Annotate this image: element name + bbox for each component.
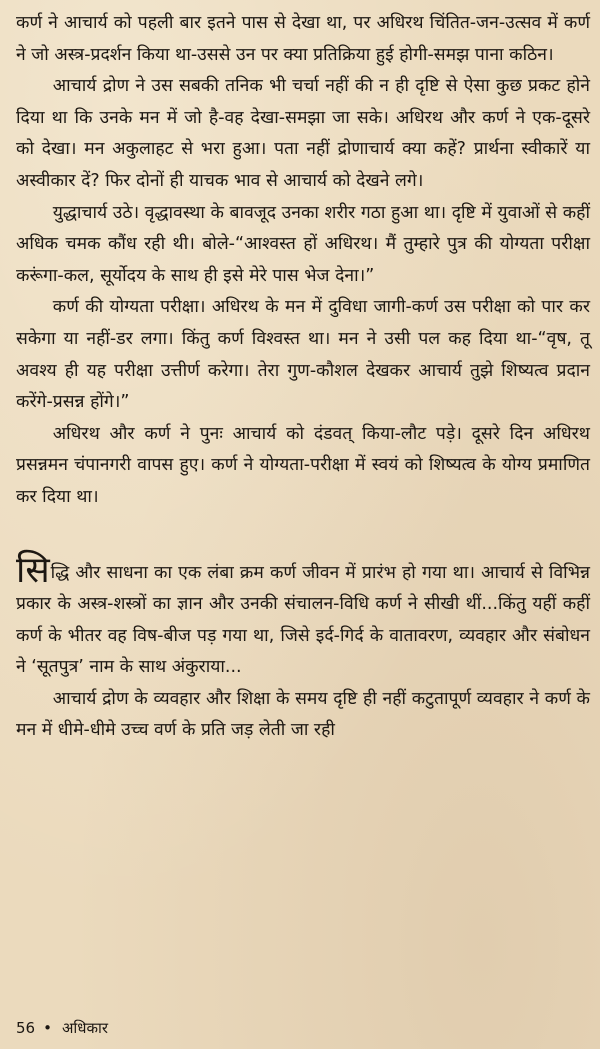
paragraph: कर्ण की योग्यता परीक्षा। अधिरथ के मन में दुविधा जागी-कर्ण उस परीक्षा को पार कर सकेगा या नहीं-डर लगा। किंतु कर्ण विश्वस्त था। मन ने उसी पल कह दिया था-“वृष, तू अवश्य ही यह परीक्षा उत्तीर्ण करेगा। तेरा गुण-कौशल देखकर आचार्य तुझे शिष्यत्व प्रदान करेंगे-प्रसन्न होंगे।” (16, 297, 590, 413)
page-number: 56 (16, 1019, 36, 1037)
book-title: अधिकार (61, 1019, 109, 1037)
page-footer (16, 1018, 108, 1038)
paragraph: आचार्य द्रोण के व्यवहार और शिक्षा के समय दृष्टि ही नहीं कटुतापूर्ण व्यवहार ने कर्ण के मन में धीमे-धीमे उच्च वर्ण के प्रति जड़ लेती जा रही (16, 688, 590, 741)
paragraph: अधिरथ और कर्ण ने पुनः आचार्य को दंडवत् किया-लौट पड़े। दूसरे दिन अधिरथ प्रसन्नमन चंपानगरी वापस हुए। कर्ण ने योग्यता-परीक्षा में स्वयं को शिष्यत्व के योग्य प्रमाणित कर दिया था। (16, 423, 590, 507)
drop-letter: सि (16, 549, 50, 591)
paragraph-text: द्धि और साधना का एक लंबा क्रम कर्ण जीवन में प्रारंभ हो गया था। आचार्य से विभिन्न प्रकार के अस्त्र-शस्त्रों का ज्ञान और उनकी संचालन-विधि कर्ण ने सीखी थीं...किंतु यहीं कहीं कर्ण के भीतर वह विष-बीज पड़ गया था, जिसे इर्द-गिर्द के वातावरण, व्यवहार और संबोधन ने ‘सूतपुत्र’ नाम के साथ अंकुराया... (16, 562, 590, 678)
paragraph: कर्ण ने आचार्य को पहली बार इतने पास से देखा था, पर अधिरथ चिंतित-जन-उत्सव में कर्ण ने जो अस्त्र-प्रदर्शन किया था-उससे उन पर क्या प्रतिक्रिया हुई होगी-समझ पाना कठिन। (16, 13, 590, 65)
section-break (16, 514, 590, 558)
section-opening-paragraph (16, 549, 590, 684)
paragraph: आचार्य द्रोण ने उस सबकी तनिक भी चर्चा नहीं की न ही दृष्टि से ऐसा कुछ प्रकट होने दिया था कि उनके मन में जो है-वह देखा-समझा जा सके। अधिरथ और कर्ण ने एक-दूसरे को देखा। मन अकुलाहट से भरा हुआ। पता नहीं द्रोणाचार्य क्या कहें? प्रार्थना स्वीकारें या अस्वीकार दें? फिर दोनों ही याचक भाव से आचार्य को देखने लगे। (16, 76, 590, 191)
paragraph: युद्धाचार्य उठे। वृद्धावस्था के बावजूद उनका शरीर गठा हुआ था। दृष्टि में युवाओं से कहीं अधिक चमक कौंध रही थी। बोले-“आश्वस्त हों अधिरथ। मैं तुम्हारे पुत्र की योग्यता परीक्षा करूंगा-कल, सूर्योदय के साथ ही इसे मेरे पास भेज देना।” (16, 202, 590, 286)
footer-separator: • (43, 1019, 52, 1037)
page-body (16, 8, 590, 747)
